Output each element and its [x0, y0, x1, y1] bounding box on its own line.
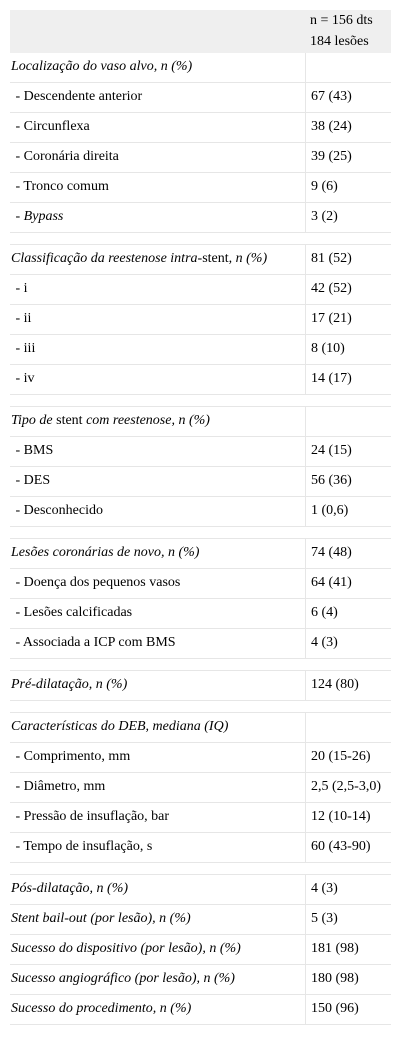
row-label-part: - Associada a ICP com BMS	[12, 635, 176, 650]
row-value	[306, 713, 391, 742]
row-label-part: n (%)	[95, 677, 128, 692]
table-row	[10, 497, 391, 527]
row-label	[10, 569, 306, 598]
section-row	[10, 407, 391, 437]
row-label	[10, 743, 306, 772]
row-label	[10, 935, 306, 964]
row-label-part: stent	[56, 413, 83, 428]
row-label	[10, 671, 306, 700]
row-label-part: - DES	[12, 473, 51, 488]
row-label-part: - Lesões calcificadas	[12, 605, 133, 620]
table-row	[10, 569, 391, 599]
row-label-part: - Tempo de insuflação, s	[12, 839, 153, 854]
row-label-part: - i	[12, 281, 28, 296]
row-value: 60 (43-90)	[311, 839, 371, 854]
row-value: 67 (43)	[311, 89, 352, 104]
row-label-part: - Diâmetro, mm	[12, 779, 106, 794]
row-label-part: - Comprimento, mm	[12, 749, 131, 764]
section-row	[10, 995, 391, 1025]
row-label-part: n (%)	[159, 911, 191, 926]
row-label	[10, 245, 306, 274]
row-spacer	[10, 701, 391, 713]
row-label-part: - Coronária direita	[12, 149, 119, 164]
table-row	[10, 743, 391, 773]
table-row	[10, 833, 391, 863]
row-label-part: n (%)	[209, 941, 241, 956]
row-label	[10, 965, 306, 994]
row-label-part: Sucesso angiográfico (por lesão),	[11, 971, 204, 986]
row-value: 81 (52)	[311, 251, 352, 266]
row-label-part: n (%)	[178, 413, 210, 428]
row-label	[10, 305, 306, 334]
row-label-part: Lesões coronárias de novo,	[11, 545, 168, 560]
row-value	[306, 407, 391, 436]
row-value: 56 (36)	[311, 473, 352, 488]
row-label-part: - iv	[12, 371, 35, 386]
row-spacer	[10, 395, 391, 407]
row-label-part: Pré-dilatação,	[11, 677, 96, 692]
row-label-part: ,	[228, 251, 236, 266]
table-row	[10, 143, 391, 173]
table-row	[10, 437, 391, 467]
row-label-part: com reestenose,	[82, 413, 179, 428]
row-label	[10, 539, 306, 568]
row-label-part: - Circunflexa	[12, 119, 90, 134]
table-body	[10, 53, 391, 1025]
row-label-part: n (%)	[203, 971, 235, 986]
table-row	[10, 365, 391, 395]
row-label	[10, 365, 306, 394]
row-label	[10, 629, 306, 658]
row-label	[10, 407, 306, 436]
row-value: 64 (41)	[311, 575, 352, 590]
row-label-part: n (%)	[235, 251, 268, 266]
row-value: 17 (21)	[311, 311, 352, 326]
row-label-part: Características do DEB, mediana (IQ)	[11, 719, 229, 734]
row-label-part: - Desconhecido	[12, 503, 103, 518]
row-label	[10, 83, 306, 112]
row-label-part: Bypass	[23, 209, 64, 224]
header-lesions: 184 lesões	[310, 34, 369, 49]
table-row	[10, 629, 391, 659]
section-row	[10, 965, 391, 995]
table-row	[10, 83, 391, 113]
row-value: 180 (98)	[311, 971, 359, 986]
row-label-part: - Descendente anterior	[12, 89, 143, 104]
row-label	[10, 995, 306, 1024]
row-value: 12 (10-14)	[311, 809, 371, 824]
section-row	[10, 245, 391, 275]
table-row	[10, 599, 391, 629]
row-label-part: - Doença dos pequenos vasos	[12, 575, 181, 590]
row-value: 150 (96)	[311, 1001, 359, 1016]
row-label-part: Pós-dilatação,	[11, 881, 97, 896]
row-value: 6 (4)	[311, 605, 338, 620]
table-row	[10, 305, 391, 335]
row-label-part: - BMS	[12, 443, 54, 458]
row-label	[10, 713, 306, 742]
row-value: 24 (15)	[311, 443, 352, 458]
row-label	[10, 599, 306, 628]
section-row	[10, 539, 391, 569]
row-label	[10, 53, 306, 82]
section-row	[10, 713, 391, 743]
row-label-part: Sucesso do procedimento,	[11, 1001, 160, 1016]
table-row	[10, 173, 391, 203]
row-value: 8 (10)	[311, 341, 345, 356]
data-table	[10, 10, 391, 1025]
row-label	[10, 173, 306, 202]
row-label	[10, 497, 306, 526]
row-value: 9 (6)	[311, 179, 338, 194]
row-label-part: Localização do vaso alvo,	[11, 59, 161, 74]
row-value	[306, 53, 391, 82]
row-label	[10, 803, 306, 832]
row-value: 2,5 (2,5-3,0)	[311, 779, 381, 794]
section-row	[10, 935, 391, 965]
row-value: 181 (98)	[311, 941, 359, 956]
row-label-part: Stent bail-out (por lesão),	[11, 911, 160, 926]
row-spacer	[10, 863, 391, 875]
row-label-part: - iii	[12, 341, 36, 356]
row-label-part: Sucesso do dispositivo (por lesão),	[11, 941, 210, 956]
row-label	[10, 833, 306, 862]
row-label-part: - ii	[12, 311, 32, 326]
header-patients: n = 156 dts	[310, 13, 373, 28]
row-value: 3 (2)	[311, 209, 338, 224]
table-row	[10, 113, 391, 143]
row-spacer	[10, 659, 391, 671]
row-label-part: n (%)	[159, 1001, 192, 1016]
row-label	[10, 437, 306, 466]
section-row	[10, 905, 391, 935]
table-row	[10, 803, 391, 833]
table-row	[10, 467, 391, 497]
row-label-part: n (%)	[160, 59, 193, 74]
row-value: 1 (0,6)	[311, 503, 349, 518]
row-value: 42 (52)	[311, 281, 352, 296]
table-row	[10, 203, 391, 233]
row-label	[10, 203, 306, 232]
row-label-part: Classificação da reestenose intra-	[11, 251, 203, 266]
row-label-part: Tipo de	[11, 413, 57, 428]
section-row	[10, 671, 391, 701]
row-label-part: n (%)	[167, 545, 200, 560]
table-header	[10, 10, 391, 53]
row-label	[10, 467, 306, 496]
row-value: 20 (15-26)	[311, 749, 371, 764]
row-label-part: stent	[202, 251, 229, 266]
row-label	[10, 875, 306, 904]
section-row	[10, 53, 391, 83]
row-label-part: n (%)	[96, 881, 129, 896]
row-value: 4 (3)	[311, 635, 338, 650]
row-spacer	[10, 527, 391, 539]
row-label	[10, 335, 306, 364]
row-value: 124 (80)	[311, 677, 359, 692]
row-value: 74 (48)	[311, 545, 352, 560]
row-value: 4 (3)	[311, 881, 338, 896]
row-value: 39 (25)	[311, 149, 352, 164]
row-label-part: - Pressão de insuflação, bar	[12, 809, 170, 824]
row-value: 38 (24)	[311, 119, 352, 134]
row-value: 5 (3)	[311, 911, 338, 926]
table-row	[10, 773, 391, 803]
row-value: 14 (17)	[311, 371, 352, 386]
header-count-cell	[306, 10, 391, 53]
row-label	[10, 143, 306, 172]
table-row	[10, 275, 391, 305]
row-label	[10, 275, 306, 304]
table-row	[10, 335, 391, 365]
row-label-part: - Tronco comum	[12, 179, 109, 194]
header-label-cell	[10, 10, 306, 53]
row-label	[10, 773, 306, 802]
row-label-part: -	[12, 209, 24, 224]
row-spacer	[10, 233, 391, 245]
section-row	[10, 875, 391, 905]
row-label	[10, 905, 306, 934]
row-label	[10, 113, 306, 142]
